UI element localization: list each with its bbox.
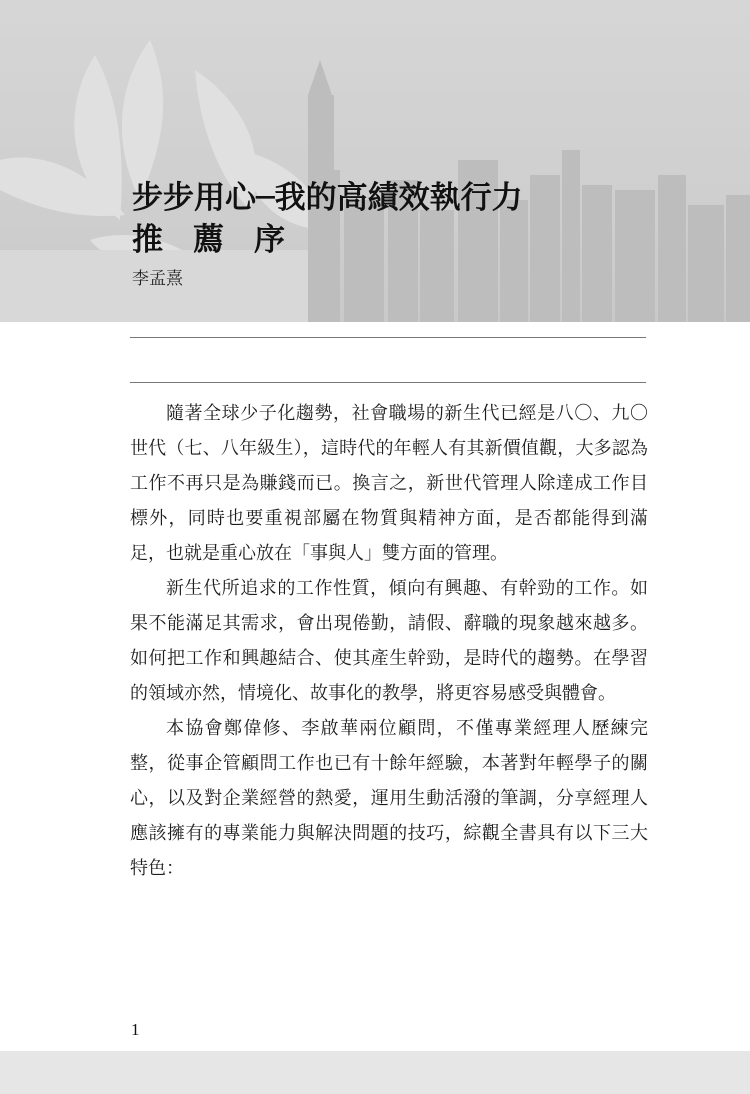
- section-heading: [132, 218, 523, 262]
- divider-bottom: [130, 382, 646, 383]
- divider-top: [130, 337, 646, 338]
- paragraph: 隨著全球少子化趨勢，社會職場的新生代已經是八〇、九〇世代（七、八年級生），這時代的年輕人有其新價值觀，大多認為工作不再只是為賺錢而已。換言之，新世代管理人除達成工作目標外，同時也要重視部屬在物質與精神方面，是否都能得到滿足，也就是重心放在「事與人」雙方面的管理。: [130, 403, 648, 564]
- paragraph: 新生代所追求的工作性質，傾向有興趣、有幹勁的工作。如果不能滿足其需求，會出現倦勤，請假、辭職的現象越來越多。如何把工作和興趣結合、使其產生幹勁，是時代的趨勢。在學習的領域亦然，情境化、故事化的教學，將更容易感受與體會。: [130, 578, 648, 704]
- section-heading-char: 推: [132, 222, 163, 258]
- footer-band: [0, 1051, 750, 1094]
- author-name: 李孟熹: [132, 269, 183, 289]
- header-banner: [0, 0, 750, 322]
- section-heading-char: 薦: [193, 222, 224, 258]
- chapter-title: 步步用心─我的高績效執行力: [132, 180, 523, 216]
- title-block: [132, 178, 523, 289]
- section-heading-char: 序: [254, 222, 285, 258]
- paragraph: 本協會鄭偉修、李啟華兩位顧問，不僅專業經理人歷練完整，從事企管顧問工作也已有十餘年經驗，本著對年輕學子的關心，以及對企業經營的熱愛，運用生動活潑的筆調，分享經理人應該擁有的專業能力與解決問題的技巧，綜觀全書具有以下三大特色：: [130, 718, 648, 879]
- page-number: 1: [131, 1020, 140, 1039]
- body-text: [130, 396, 648, 886]
